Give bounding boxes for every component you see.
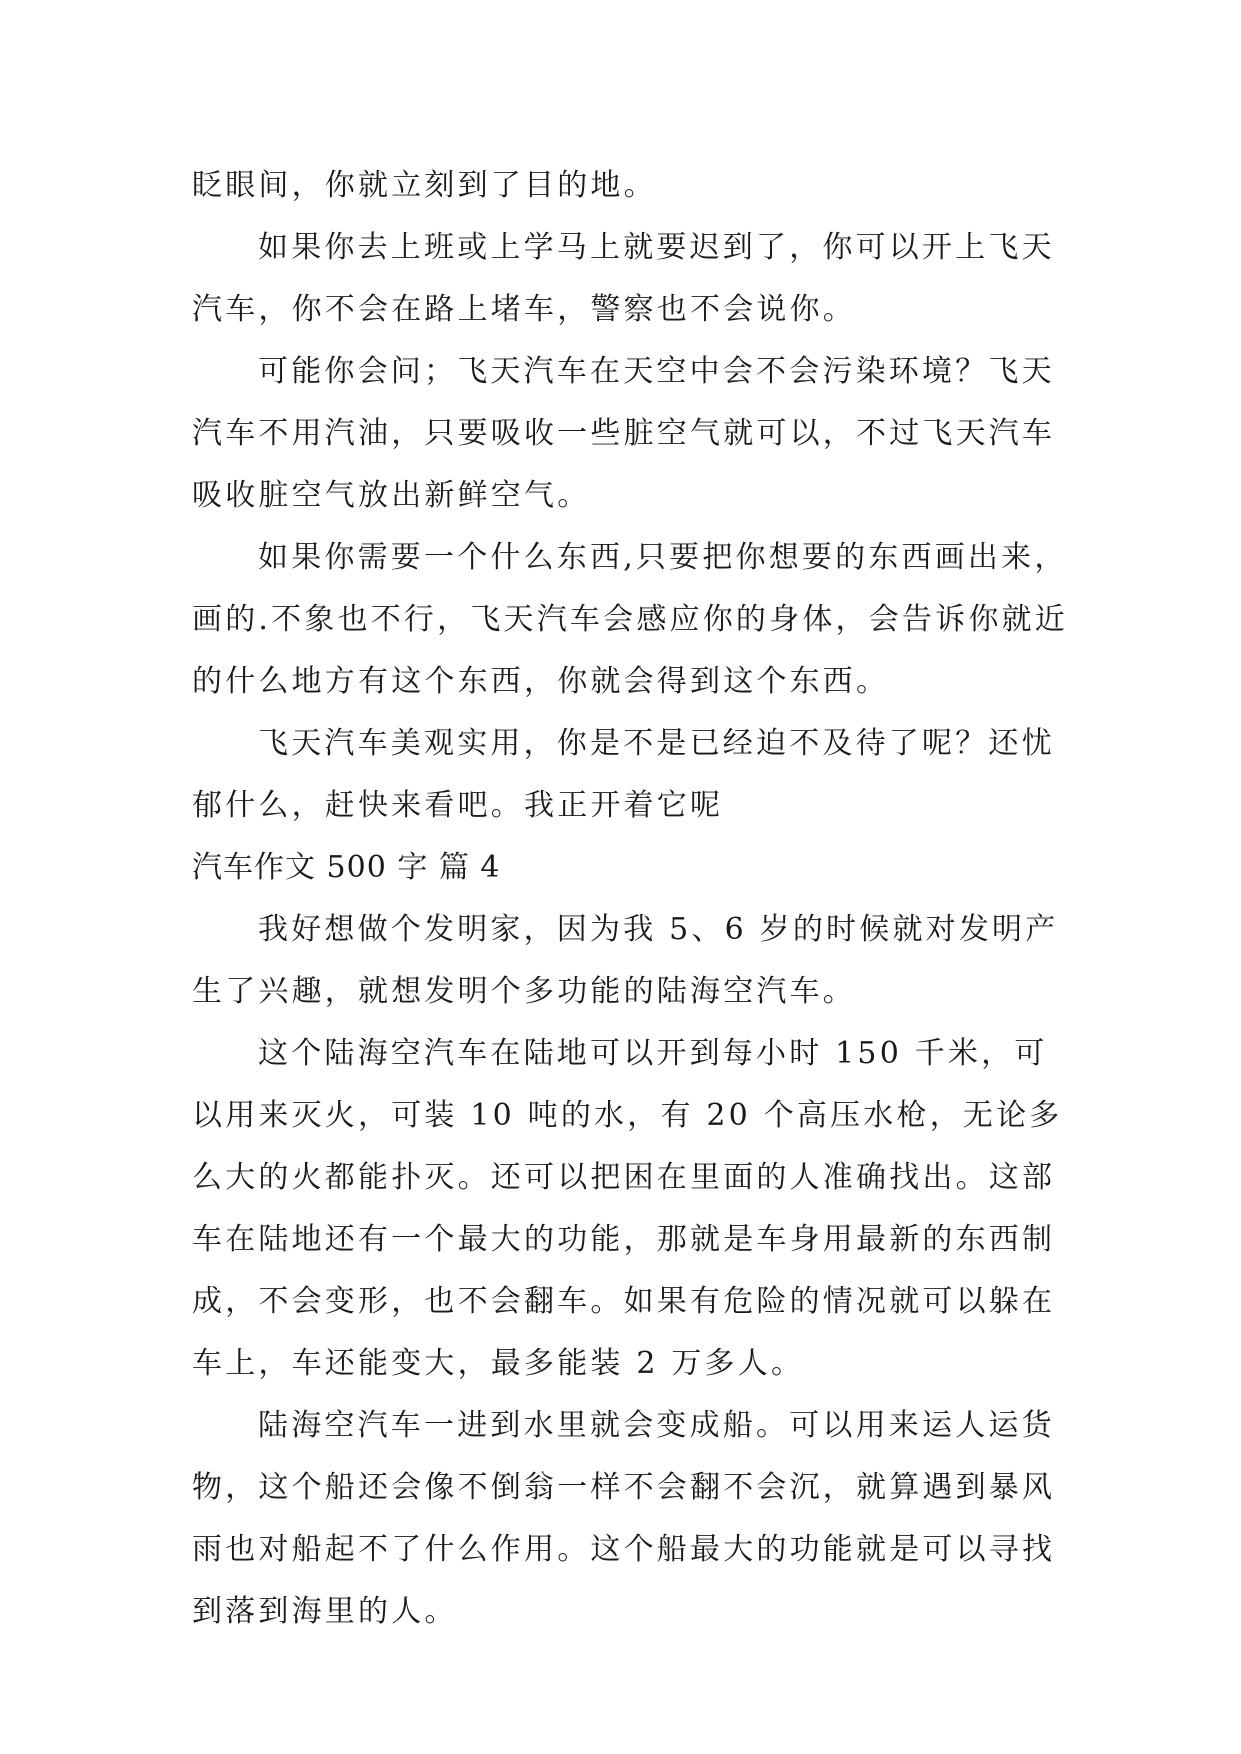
paragraph: 如果你去上班或上学马上就要迟到了，你可以开上飞天汽车，你不会在路上堵车，警察也不会说你。 bbox=[192, 230, 1055, 327]
section-heading: 汽车作文 500 字 篇 4 bbox=[192, 850, 501, 885]
paragraph: 陆海空汽车一进到水里就会变成船。可以用来运人运货物，这个船还会像不倒翁一样不会翻不会沉，就算遇到暴风雨也对船起不了什么作用。这个船最大的功能就是可以寻找到落到海里的人。 bbox=[192, 1408, 1056, 1629]
paragraph: 飞天汽车美观实用，你是不是已经迫不及待了呢？还忧郁什么，赶快来看吧。我正开着它呢 bbox=[192, 726, 1055, 823]
paragraph: 这个陆海空汽车在陆地可以开到每小时 150 千米，可以用来灭火，可装 10 吨的水，有 20 个高压水枪，无论多么大的火都能扑灭。还可以把困在里面的人准确找出。这部车在陆地还有一个最大的功能，那就是车身用最新的东西制成，不会变形，也不会翻车。如果有危险的情况就可以躲在车上，车还能变大，最多能装 2 万多人。 bbox=[192, 1036, 1063, 1381]
paragraph: 如果你需要一个什么东西,只要把你想要的东西画出来，画的.不象也不行，飞天汽车会感应你的身体，会告诉你就近的什么地方有这个东西，你就会得到这个东西。 bbox=[192, 540, 1068, 699]
paragraph: 我好想做个发明家，因为我 5、6 岁的时候就对发明产生了兴趣，就想发明个多功能的陆海空汽车。 bbox=[192, 912, 1059, 1009]
paragraph: 可能你会问；飞天汽车在天空中会不会污染环境？飞天汽车不用汽油，只要吸收一些脏空气就可以，不过飞天汽车吸收脏空气放出新鲜空气。 bbox=[192, 354, 1056, 513]
paragraph: 眨眼间，你就立刻到了目的地。 bbox=[192, 168, 657, 203]
essay-body bbox=[192, 155, 1072, 1643]
